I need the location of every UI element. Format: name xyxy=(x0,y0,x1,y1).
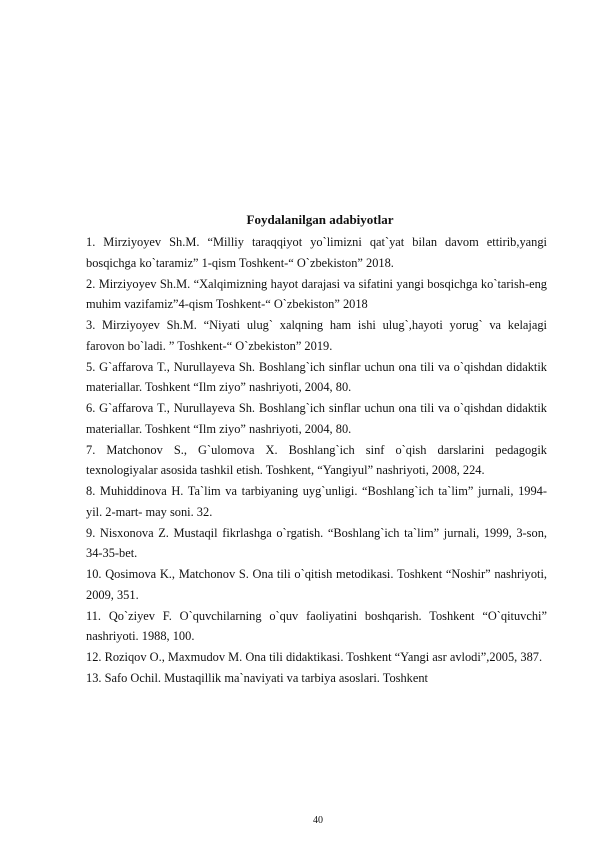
reference-item: 9. Nisxonova Z. Mustaqil fikrlashga o`rgatish. “Boshlang`ich ta`lim” jurnali, 1999, 3-son, 34-35-bet. xyxy=(86,525,547,561)
reference-item: 6. G`affarova T., Nurullayeva Sh. Boshlang`ich sinflar uchun ona tili va o`qishdan didaktik materiallar. Toshkent “Ilm ziyo” nashriyoti, 2004, 80. xyxy=(86,401,547,436)
references-heading: Foydalanilgan adabiyotlar xyxy=(246,212,394,227)
reference-item: 10. Qosimova K., Matchonov S. Ona tili o`qitish metodikasi. Toshkent “Noshir” nashriyoti, 2009, 351. xyxy=(86,567,547,602)
reference-item: 5. G`affarova T., Nurullayeva Sh. Boshlang`ich sinflar uchun ona tili va o`qishdan didaktik materiallar. Toshkent “Ilm ziyo” nashriyoti, 2004, 80. xyxy=(86,359,547,395)
reference-item: 3. Mirziyoyev Sh.M. “Niyati ulug` xalqning ham ishi ulug`,hayoti yorug` va kelajagi farovon bo`ladi. ” Toshkent-“ O`zbekiston” 2019. xyxy=(86,318,547,353)
reference-item: 11. Qo`ziyev F. O`quvchilarning o`quv faoliyatini boshqarish. Toshkent “O`qituvchi” nashriyoti. 1988, 100. xyxy=(86,608,547,644)
reference-item: 12. Roziqov O., Maxmudov M. Ona tili didaktikasi. Toshkent “Yangi asr avlodi”,2005, 387. xyxy=(86,650,543,664)
reference-list xyxy=(86,232,547,689)
reference-item: 2. Mirziyoyev Sh.M. “Xalqimizning hayot darajasi va sifatini yangi bosqichga ko`tarish-eng muhim vazifamiz”4-qism Toshkent-“ O`zbekiston” 2018 xyxy=(86,276,547,312)
reference-item: 8. Muhiddinova H. Ta`lim va tarbiyaning uyg`unligi. “Boshlang`ich ta`lim” jurnali, 1994-yil. 2-mart- may soni. 32. xyxy=(86,484,547,519)
reference-item: 13. Safo Ochil. Mustaqillik ma`naviyati va tarbiya asoslari. Toshkent xyxy=(86,670,428,685)
reference-item: 1. Mirziyoyev Sh.M. “Milliy taraqqiyot yo`limizni qat`yat bilan davom ettirib,yangi bosqichga ko`taramiz” 1-qism Toshkent-“ O`zbekiston” 2018. xyxy=(86,235,547,270)
reference-item: 7. Matchonov S., G`ulomova X. Boshlang`ich sinf o`qish darslarini pedagogik texnologiyalar asosida tashkil etish. Toshkent, “Yangiyul” nashriyoti, 2008, 224. xyxy=(86,442,547,478)
page-number: 40 xyxy=(313,815,323,826)
